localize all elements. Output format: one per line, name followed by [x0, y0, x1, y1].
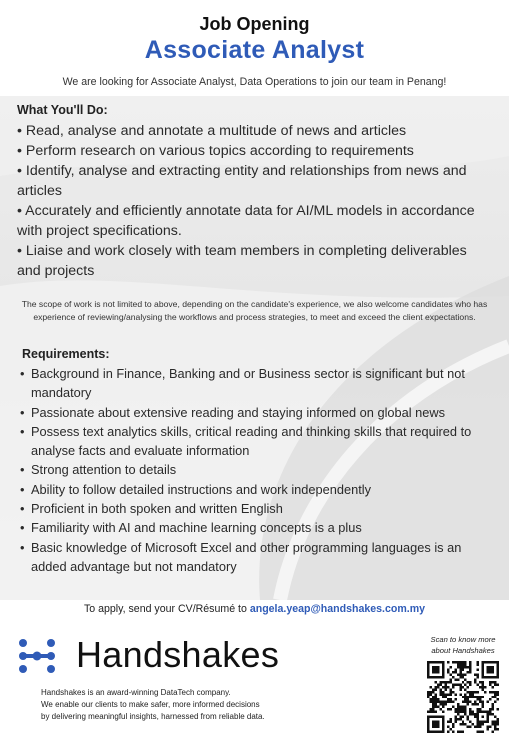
duty-item-text: Accurately and efficiently annotate data for AI/ML models in accordance with project specifications. [17, 203, 475, 239]
duties-list [17, 121, 487, 281]
bullet-icon: • [20, 501, 25, 517]
bullet-icon: • [17, 163, 22, 179]
bullet-icon: • [17, 243, 22, 259]
duty-item [17, 121, 487, 141]
requirement-item [20, 364, 480, 403]
duty-item-text: Identify, analyse and extracting entity and relationships from news and articles [17, 163, 467, 199]
tagline-line: We enable our clients to make safer, more informed decisions [41, 700, 260, 709]
requirement-item [20, 538, 480, 577]
duty-item [17, 141, 487, 161]
eyebrow-heading: Job Opening [199, 14, 310, 34]
requirement-item-text: Proficient in both spoken and written English [31, 501, 283, 517]
duty-item [17, 241, 487, 281]
bullet-icon: • [20, 539, 25, 555]
apply-prefix: To apply, send your CV/Résumé to [83, 603, 247, 615]
handshakes-logo-icon [18, 638, 56, 674]
intro-text: We are looking for Associate Analyst, Data Operations to join our team in Penang! [62, 76, 447, 88]
requirement-item [20, 518, 480, 537]
requirement-item [20, 460, 480, 479]
duty-item-text: Liaise and work closely with team members in completing deliverables and projects [17, 243, 467, 279]
scan-caption [420, 634, 506, 656]
duty-item [17, 161, 487, 201]
requirement-item-text: Strong attention to details [31, 462, 177, 478]
tagline-line: Handshakes is an award-winning DataTech company. [41, 688, 231, 697]
brand-name: Handshakes [76, 634, 280, 675]
duty-item-text: Perform research on various topics according to requirements [25, 143, 414, 159]
requirement-item [20, 403, 480, 422]
bullet-icon: • [17, 203, 22, 219]
tagline [41, 687, 341, 723]
duties-heading: What You'll Do: [17, 103, 108, 117]
requirement-item-text: Passionate about extensive reading and staying informed on global news [31, 404, 446, 420]
duty-item-text: Read, analyse and annotate a multitude of news and articles [25, 123, 407, 139]
duty-item [17, 201, 487, 241]
bullet-icon: • [20, 366, 25, 381]
bullet-icon: • [17, 143, 22, 159]
requirement-item-text: Basic knowledge of Microsoft Excel and other programming languages is an added advantage but not mandatory [31, 539, 462, 574]
bullet-icon: • [20, 423, 25, 439]
requirements-heading: Requirements: [22, 347, 110, 361]
requirement-item-text: Familiarity with AI and machine learning concepts is a plus [31, 520, 362, 536]
tagline-line: by delivering meaningful insights, harnessed from reliable data. [41, 712, 265, 721]
bullet-icon: • [20, 520, 25, 536]
bullet-icon: • [17, 123, 22, 139]
poster-header [0, 0, 509, 98]
bullet-icon: • [20, 404, 25, 420]
requirement-item-text: Possess text analytics skills, critical reading and thinking skills that required to analyse facts and evaluate information [31, 423, 472, 459]
requirement-item-text: Ability to follow detailed instructions and work independently [31, 481, 372, 497]
apply-line [0, 603, 509, 615]
requirement-item [20, 422, 480, 461]
scan-line: about Handshakes [431, 646, 495, 655]
bullet-icon: • [20, 481, 25, 497]
requirement-item-text: Background in Finance, Banking and or Business sector is significant but not mandatory [31, 366, 465, 401]
job-title: Associate Analyst [144, 36, 365, 64]
apply-email-link[interactable]: angela.yeap@handshakes.com.my [249, 603, 426, 615]
scan-line: Scan to know more [430, 635, 496, 644]
requirements-list [20, 364, 480, 576]
qr-code-icon[interactable] [427, 661, 499, 733]
scope-note: The scope of work is not limited to above, depending on the candidate's experience, we also welcome candidates who has experience of reviewing/analysing the workflows and process strategies, to meet and exceed the client expectations. [21, 299, 488, 322]
bullet-icon: • [20, 462, 25, 478]
requirement-item [20, 499, 480, 518]
requirement-item [20, 480, 480, 499]
